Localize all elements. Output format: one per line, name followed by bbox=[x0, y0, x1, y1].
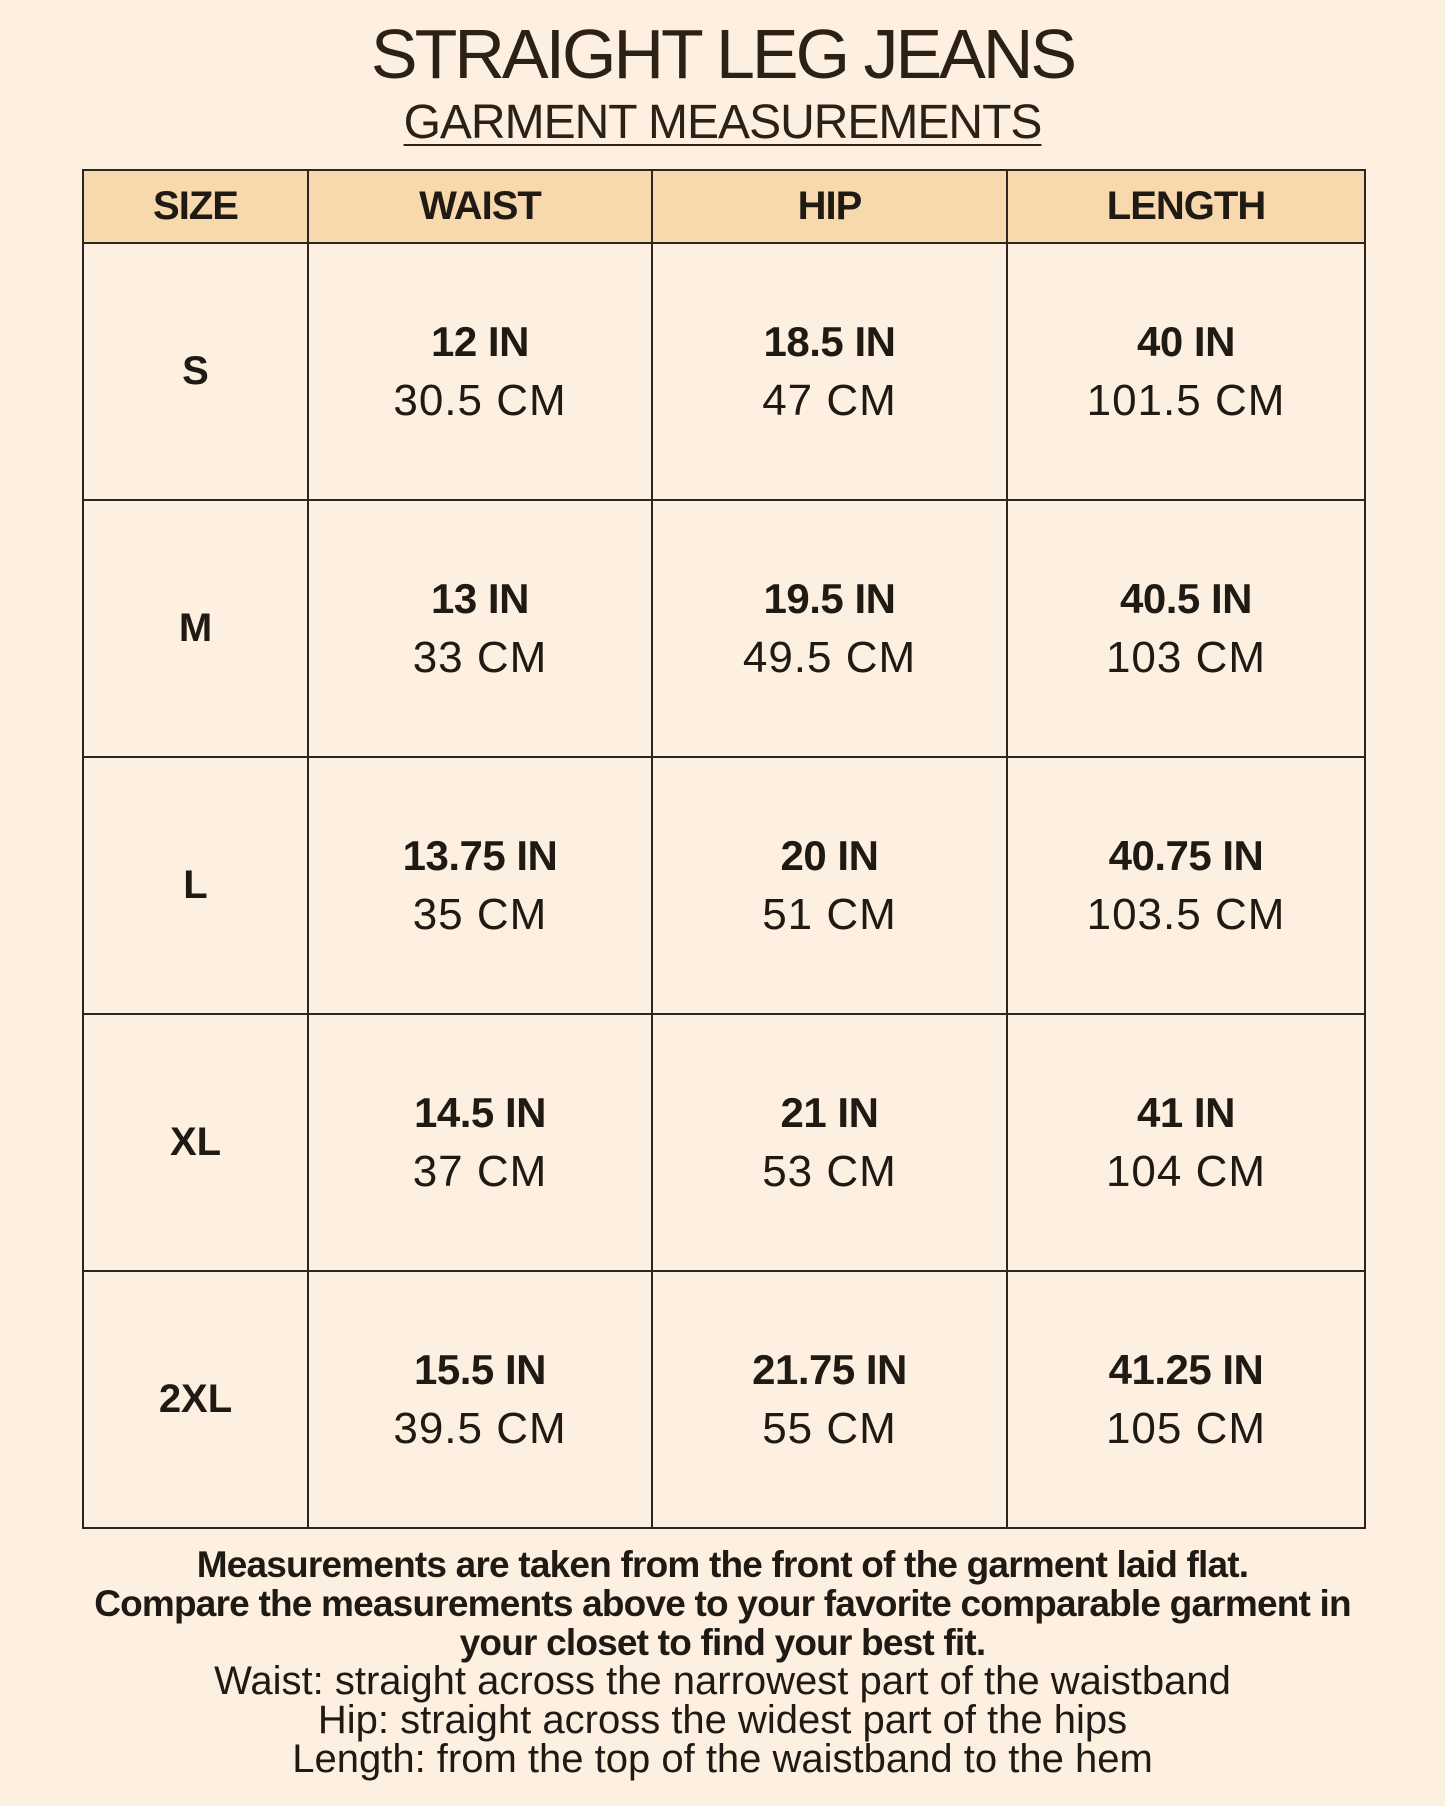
hip-cell bbox=[652, 243, 1007, 500]
measurement-notes bbox=[0, 1545, 1445, 1779]
table-row bbox=[83, 500, 1365, 757]
waist-cm: 39.5 CM bbox=[393, 1403, 567, 1453]
size-label: M bbox=[83, 500, 308, 757]
hip-cell bbox=[652, 500, 1007, 757]
size-label: L bbox=[83, 757, 308, 1014]
page-title: STRAIGHT LEG JEANS bbox=[370, 15, 1075, 93]
size-label: 2XL bbox=[83, 1271, 308, 1528]
length-cm: 104 CM bbox=[1105, 1146, 1267, 1196]
waist-inches: 14.5 IN bbox=[414, 1088, 546, 1136]
length-inches: 41.25 IN bbox=[1108, 1345, 1264, 1393]
page-subtitle bbox=[0, 96, 1445, 150]
hip-cm: 53 CM bbox=[762, 1146, 897, 1196]
hip-cell bbox=[652, 757, 1007, 1014]
waist-cell bbox=[308, 1271, 652, 1528]
length-cell bbox=[1007, 1271, 1365, 1528]
header-hip: HIP bbox=[652, 170, 1007, 243]
waist-cell bbox=[308, 1014, 652, 1271]
waist-cm: 30.5 CM bbox=[393, 375, 567, 425]
length-cm: 103.5 CM bbox=[1086, 889, 1286, 939]
waist-cm: 37 CM bbox=[412, 1146, 548, 1196]
waist-cell bbox=[308, 243, 652, 500]
header-length: LENGTH bbox=[1007, 170, 1365, 243]
length-inches: 40 IN bbox=[1137, 317, 1235, 365]
length-cm: 103 CM bbox=[1105, 632, 1267, 682]
length-cell bbox=[1007, 757, 1365, 1014]
length-cm: 105 CM bbox=[1105, 1403, 1267, 1453]
waist-cm: 35 CM bbox=[412, 889, 548, 939]
table-header-row bbox=[83, 170, 1365, 243]
waist-inches: 15.5 IN bbox=[414, 1345, 546, 1393]
table-row bbox=[83, 243, 1365, 500]
size-chart-table bbox=[82, 169, 1366, 1529]
table-row bbox=[83, 1271, 1365, 1528]
waist-inches: 13 IN bbox=[431, 574, 529, 622]
hip-cell bbox=[652, 1014, 1007, 1271]
hip-cell bbox=[652, 1271, 1007, 1528]
length-inches: 41 IN bbox=[1137, 1088, 1235, 1136]
note-compare: Compare the measurements above to your favorite comparable garment in bbox=[94, 1583, 1351, 1624]
waist-inches: 12 IN bbox=[431, 317, 529, 365]
hip-inches: 21 IN bbox=[780, 1088, 879, 1136]
hip-inches: 21.75 IN bbox=[752, 1345, 907, 1393]
waist-cell bbox=[308, 500, 652, 757]
note-closet: your closet to find your best fit. bbox=[459, 1622, 986, 1663]
header-waist: WAIST bbox=[308, 170, 652, 243]
table-row bbox=[83, 757, 1365, 1014]
note-flat: Measurements are taken from the front of the garment laid flat. bbox=[196, 1544, 1249, 1585]
length-cell bbox=[1007, 1014, 1365, 1271]
note-length: Length: from the top of the waistband to the hem bbox=[292, 1737, 1153, 1781]
hip-cm: 47 CM bbox=[762, 375, 897, 425]
size-label: S bbox=[83, 243, 308, 500]
header-size: SIZE bbox=[83, 170, 308, 243]
table-row bbox=[83, 1014, 1365, 1271]
waist-inches: 13.75 IN bbox=[402, 831, 558, 879]
hip-inches: 20 IN bbox=[780, 831, 879, 879]
length-cm: 101.5 CM bbox=[1086, 375, 1286, 425]
hip-cm: 49.5 CM bbox=[742, 632, 917, 682]
size-label: XL bbox=[83, 1014, 308, 1271]
note-hip: Hip: straight across the widest part of the hips bbox=[317, 1698, 1128, 1742]
hip-cm: 51 CM bbox=[762, 889, 897, 939]
hip-cm: 55 CM bbox=[762, 1403, 897, 1453]
hip-inches: 18.5 IN bbox=[763, 317, 896, 365]
subtitle-text: GARMENT MEASUREMENTS bbox=[403, 96, 1042, 149]
hip-inches: 19.5 IN bbox=[763, 574, 896, 622]
waist-cm: 33 CM bbox=[412, 632, 548, 682]
waist-cell bbox=[308, 757, 652, 1014]
length-inches: 40.75 IN bbox=[1108, 831, 1264, 879]
note-waist: Waist: straight across the narrowest part of the waistband bbox=[214, 1659, 1231, 1703]
length-cell bbox=[1007, 500, 1365, 757]
length-cell bbox=[1007, 243, 1365, 500]
length-inches: 40.5 IN bbox=[1120, 574, 1252, 622]
